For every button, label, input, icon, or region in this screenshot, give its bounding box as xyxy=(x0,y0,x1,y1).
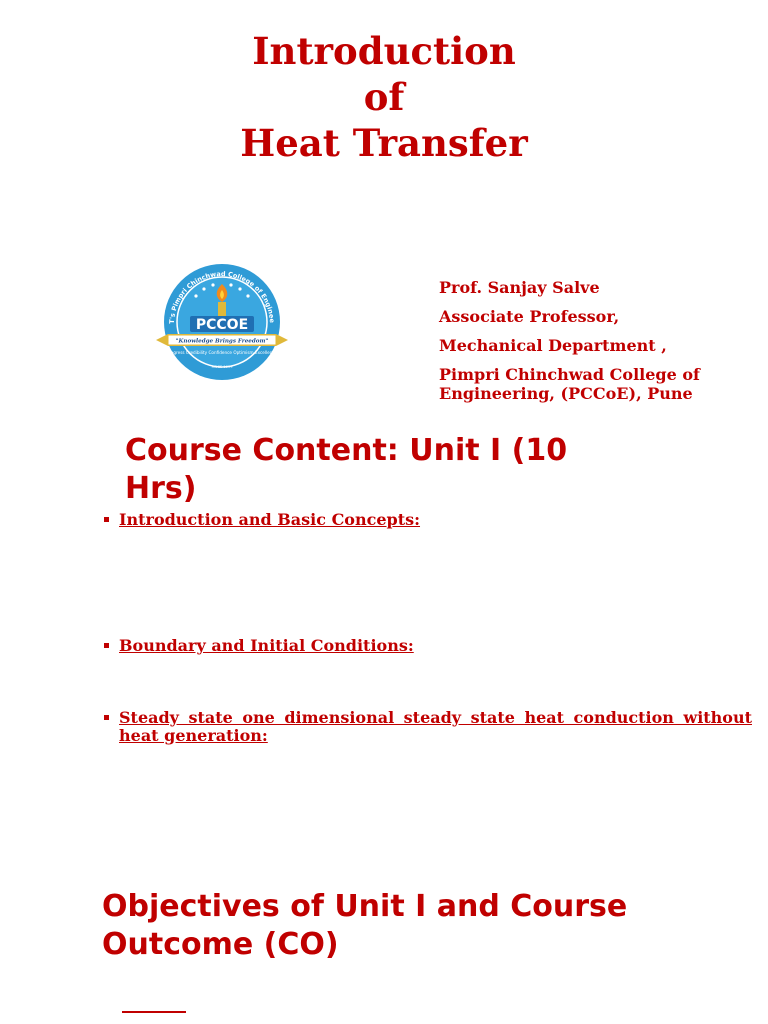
logo-since: SINCE 1999 xyxy=(211,365,233,369)
bullet-text: Steady state one dimensional steady state heat conduction without heat generation: xyxy=(119,708,752,745)
bullet-text: Introduction and Basic Concepts: xyxy=(119,510,421,529)
unit-heading-line-2: Hrs) xyxy=(125,471,197,506)
page-title xyxy=(0,28,768,166)
logo-motto: "Knowledge Brings Freedom" xyxy=(175,338,269,345)
author-block xyxy=(439,278,759,403)
bullet-marker-icon xyxy=(104,643,109,648)
bullet-item xyxy=(104,511,752,529)
objectives-line-2: Outcome (CO) xyxy=(102,927,339,962)
bullet-marker-icon xyxy=(104,715,109,720)
objectives-line-1: Objectives of Unit I and Course xyxy=(102,889,628,924)
logo-arc-text: T's Pimpri Chinchwad College of Enginee xyxy=(167,269,277,324)
unit-heading xyxy=(125,432,645,508)
author-department: Mechanical Department , xyxy=(439,336,667,355)
author-college-line-1: Pimpri Chinchwad College of xyxy=(439,365,700,384)
title-line-1: Introduction xyxy=(252,29,516,73)
author-college-line-2: Engineering, (PCCoE), Pune xyxy=(439,384,693,403)
author-designation: Associate Professor, xyxy=(439,307,620,326)
bullet-item xyxy=(104,709,752,745)
logo-tagline: Progress Credibility Confidence Optimism Excellence xyxy=(166,350,278,355)
bullet-marker-icon xyxy=(104,517,109,522)
title-line-2: of xyxy=(363,75,405,119)
author-name: Prof. Sanjay Salve xyxy=(439,278,600,297)
pccoe-logo xyxy=(152,254,292,389)
bullet-text: Boundary and Initial Conditions: xyxy=(119,636,414,655)
title-line-3: Heat Transfer xyxy=(240,121,528,165)
bullet-item xyxy=(104,637,752,655)
underline-divider xyxy=(122,1011,186,1013)
unit-heading-line-1: Course Content: Unit I (10 xyxy=(125,433,568,468)
logo-text: PCCOE xyxy=(195,317,249,333)
objectives-heading xyxy=(102,888,702,964)
